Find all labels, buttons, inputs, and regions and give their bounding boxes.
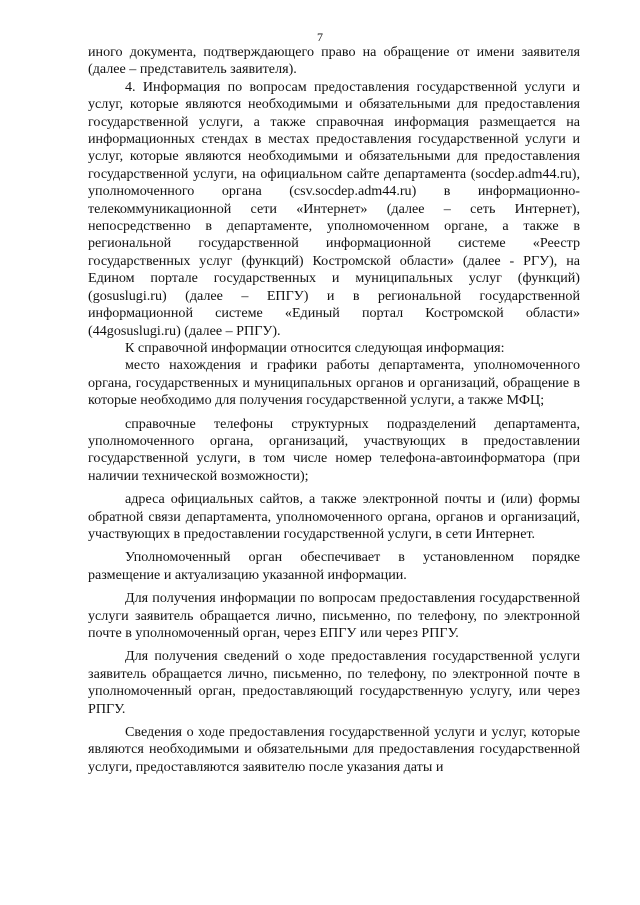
paragraph-status-request: Для получения сведений о ходе предоставления государственной услуги заявитель обращается лично, письменно, по телефону, по электронной почте в уполномоченный орган, предоставляющий государственную услугу, или через РПГУ. bbox=[88, 648, 580, 717]
paragraph-authorized-body: Уполномоченный орган обеспечивает в установленном порядке размещение и актуализацию указанной информации. bbox=[88, 549, 580, 583]
paragraph-websites: адреса официальных сайтов, а также электронной почты и (или) формы обратной связи департамента, уполномоченного органа, органов и организаций, участвующих в предоставлении государственной услуги, в сети Интернет. bbox=[88, 491, 580, 542]
paragraph-location: место нахождения и графики работы департамента, уполномоченного органа, государственных и муниципальных органов и организаций, обращение в которые необходимо для получения государственной услуги, а также МФЦ; bbox=[88, 357, 580, 409]
paragraph-status-info: Сведения о ходе предоставления государственной услуги и услуг, которые являются необходимыми и обязательными для предоставления государственной услуги, предоставляются заявителю после указания даты и bbox=[88, 724, 580, 775]
paragraph-phones: справочные телефоны структурных подразделений департамента, уполномоченного органа, организаций, участвующих в предоставлении государственной услуги, в том числе номер телефона-автоинформатора (при наличии технической возможности); bbox=[88, 415, 580, 484]
paragraph-item-4: 4. Информация по вопросам предоставления государственной услуги и услуг, которые являются необходимыми и обязательными для предоставления государственной услуги, а также справочная информация размещается на информационных стендах в местах предоставления государственной услуги и услуг, которые являются необходимыми и обязательными для предоставления государственной услуги, на официальном сайте департамента (socdep.adm44.ru), уполномоченного органа (csv.socdep.adm44.ru) в информационно-телекоммуникационной сети «Интернет» (далее – сеть Интернет), непосредственно в департаменте, уполномоченном органе, а также в региональной государственной информационной системе «Реестр государственных услуг (функций) Костромской области» (далее - РГУ), на Едином портале государственных и муниципальных услуг (функций) (gosuslugi.ru) (далее – ЕПГУ) и в региональной государственной информационной системе «Единый портал Костромской области» (44gosuslugi.ru) (далее – РПГУ). bbox=[88, 78, 580, 339]
paragraph-reference-intro: К справочной информации относится следующая информация: bbox=[125, 339, 505, 356]
paragraph-info-request: Для получения информации по вопросам предоставления государственной услуги заявитель обращается лично, письменно, по телефону, по электронной почте в уполномоченный орган, через ЕПГУ или через РПГУ. bbox=[88, 590, 580, 641]
paragraph-representative: иного документа, подтверждающего право на обращение от имени заявителя (далее – представитель заявителя). bbox=[88, 44, 580, 78]
page-number: 7 bbox=[317, 30, 323, 44]
document-body bbox=[88, 44, 580, 776]
